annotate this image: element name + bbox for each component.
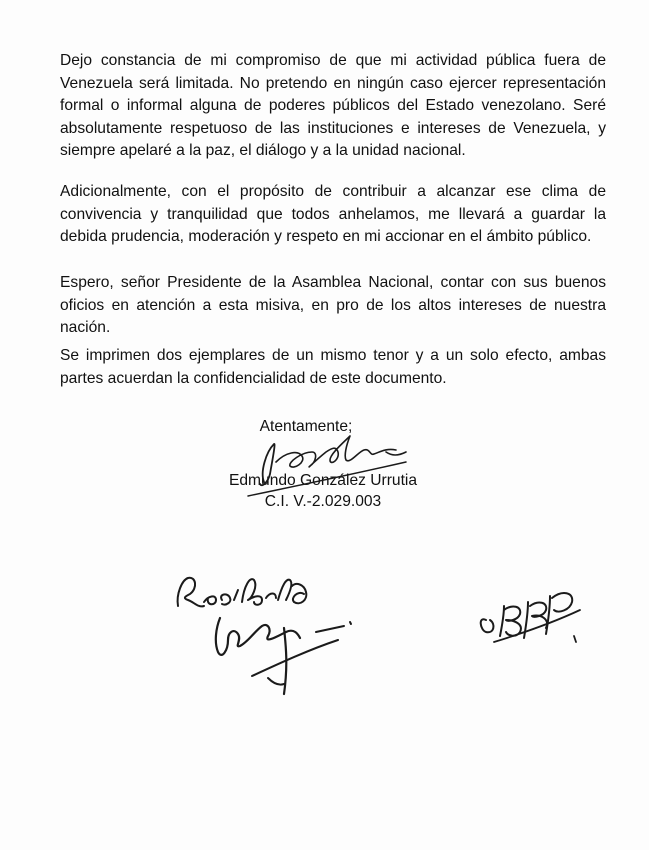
signatory-name: Edmundo González Urrutia [228, 472, 418, 489]
paragraph-request: Espero, señor Presidente de la Asamblea Nacional, contar con sus buenos oficios en atención a esta misiva, en pro de los altos intereses de nuestra nación. [60, 274, 606, 337]
paragraph-copies: Se imprimen dos ejemplares de un mismo tenor y a un solo efecto, ambas partes acuerdan la confidencialidad de este documento. [60, 347, 606, 387]
second-signature [470, 580, 590, 650]
paragraph-prudence: Adicionalmente, con el propósito de contribuir a alcanzar ese clima de convivencia y tranquilidad que todos anhelamos, me llevará a guardar la debida prudencia, moderación y respeto en mi accionar en el ámbito público. [60, 183, 606, 246]
signatory-id-number: C.I. V.-2.029.003 [264, 493, 382, 510]
closing-salutation: Atentamente; [259, 418, 353, 435]
received-signature [168, 566, 358, 716]
paragraph-commitment: Dejo constancia de mi compromiso de que mi actividad pública fuera de Venezuela será limitada. No pretendo en ningún caso ejercer representación formal o informal alguna de poderes públicos del Estado venezolano. Seré absolutamente respetuoso de las instituciones e intereses de Venezuela, y siempre apelaré a la paz, el diálogo y a la unidad nacional. [60, 52, 606, 160]
signatory-signature [246, 422, 416, 502]
